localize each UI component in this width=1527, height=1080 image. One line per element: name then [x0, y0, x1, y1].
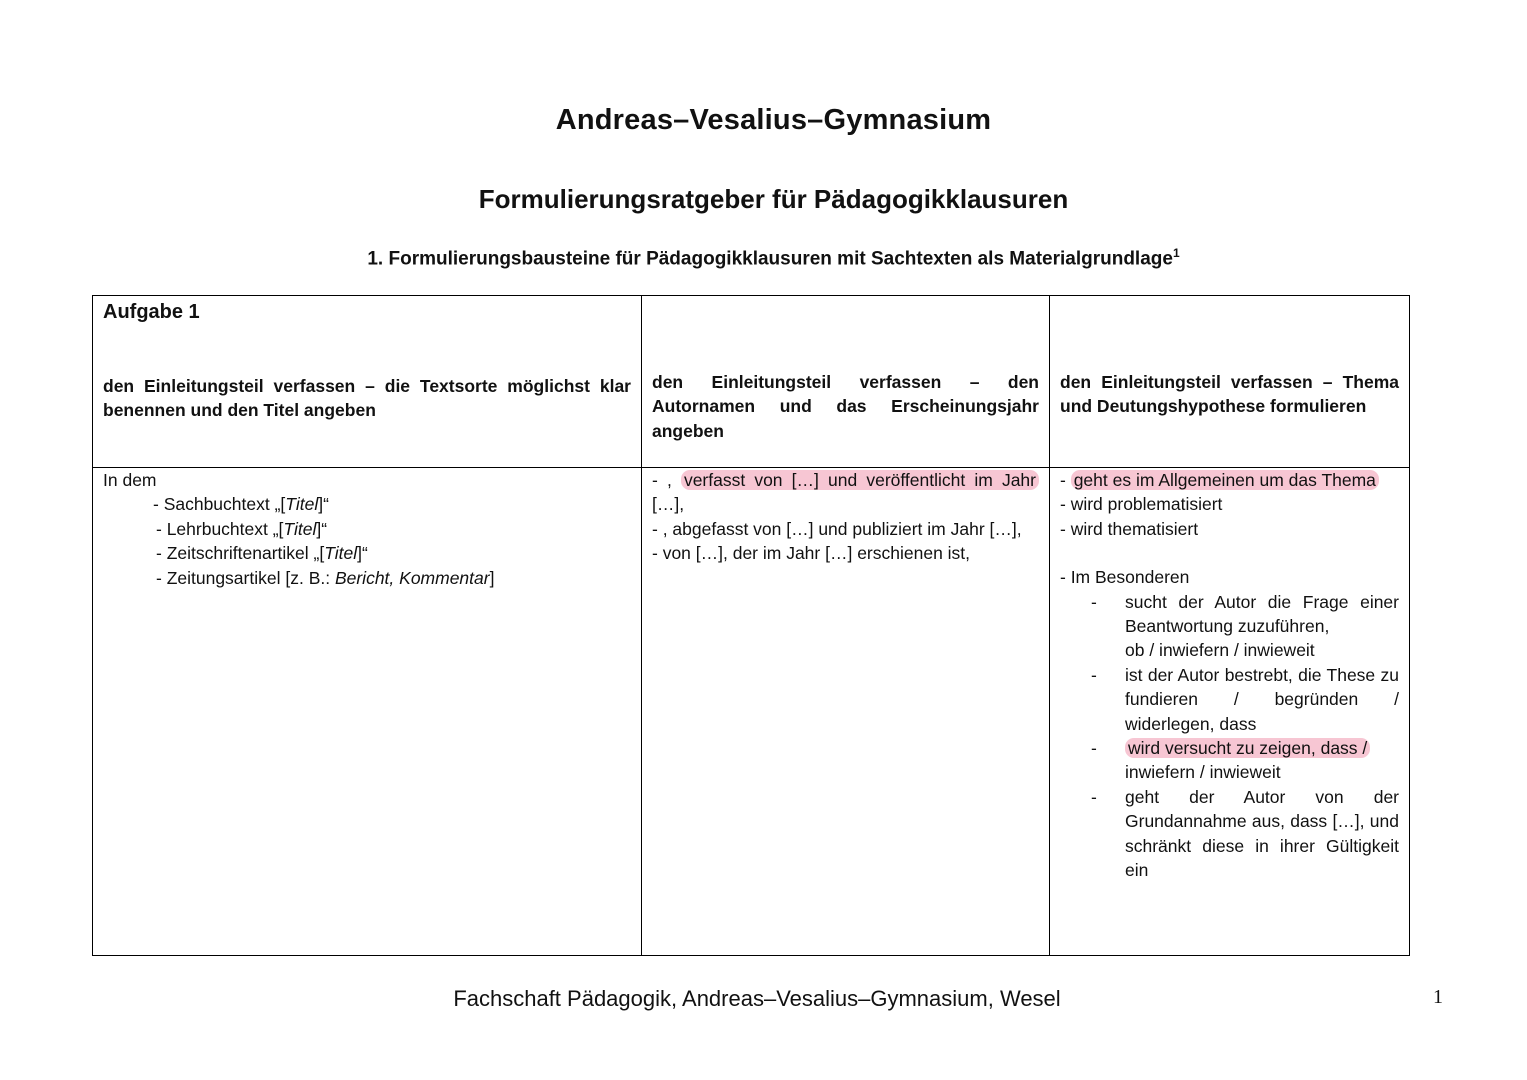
- school-name: Andreas–Vesalius–Gymnasium: [555, 104, 992, 136]
- col3-line-4: - Im Besonderen: [1060, 567, 1190, 588]
- list-item: - Lehrbuchtext „[Titel]“: [156, 518, 328, 539]
- task-label: Aufgabe 1: [103, 301, 200, 323]
- highlight-marker: verfasst von […] und veröffentlicht im Jahr: [681, 470, 1039, 490]
- list-item: - Zeitschriftenartikel „[Titel]“: [156, 543, 368, 564]
- phrase-table: [92, 295, 1410, 956]
- table-body-row: [93, 468, 1410, 956]
- body-cell-1: [93, 468, 642, 956]
- list-item: - Sachbuchtext „[Titel]“: [153, 494, 329, 515]
- header-cell-1: [93, 296, 642, 468]
- col2-line-1: - , verfasst von […] und veröffentlicht im Jahr: [652, 468, 1039, 492]
- table-header-row: [93, 296, 1410, 468]
- highlight-marker: geht es im Allgemeinen um das Thema: [1071, 470, 1379, 490]
- body-cell-2: [642, 468, 1050, 956]
- bullet-item-3: - wird versucht zu zeigen, dass / inwiefern / inwieweit: [1060, 736, 1399, 785]
- section-heading-text: 1. Formulierungsbausteine für Pädagogikklausuren mit Sachtexten als Materialgrundlage: [367, 248, 1173, 270]
- col2-line-4: - von […], der im Jahr […] erschienen ist,: [652, 543, 971, 564]
- page-title: Formulierungsratgeber für Pädagogikklausuren: [478, 184, 1069, 214]
- list-item: - Zeitungsartikel [z. B.: Bericht, Kommentar]: [156, 567, 495, 588]
- col1-intro: In dem: [103, 470, 157, 490]
- body-cell-3: [1050, 468, 1410, 956]
- col2-line-2: […],: [652, 494, 685, 515]
- col3-line-3: - wird thematisiert: [1060, 518, 1199, 539]
- header-cell-2: [642, 296, 1050, 468]
- footer-text: Fachschaft Pädagogik, Andreas–Vesalius–Gymnasium, Wesel: [453, 986, 1061, 1011]
- col3-line-1: - geht es im Allgemeinen um das Thema: [1060, 468, 1399, 492]
- bullet-item-1: - sucht der Autor die Frage einer Beantwortung zuzuführen, ob / inwiefern / inwieweit: [1091, 591, 1399, 661]
- page-number: 1: [1433, 986, 1443, 1008]
- bullet-item-2: - ist der Autor bestrebt, die These zu fundieren / begründen / widerlegen, dass: [1091, 664, 1399, 734]
- section-heading: [0, 246, 1527, 270]
- col3-line-2: - wird problematisiert: [1060, 494, 1223, 515]
- footnote-marker: 1: [1172, 246, 1180, 260]
- column-heading-1: den Einleitungsteil verfassen – die Textsorte möglichst klar benennen und den Titel angeben: [103, 376, 631, 421]
- column-heading-2: den Einleitungsteil verfassen – den Autornamen und das Erscheinungsjahr angeben: [652, 372, 1039, 441]
- header-cell-3: [1050, 296, 1410, 468]
- highlight-marker: wird versucht zu zeigen, dass /: [1125, 738, 1370, 758]
- bullet-item-4: - geht der Autor von der Grundannahme aus, dass […], und schränkt diese in ihrer Gültigkeit ein: [1091, 786, 1399, 881]
- column-heading-3: den Einleitungsteil verfassen – Thema und Deutungshypothese formulieren: [1060, 372, 1399, 417]
- col2-line-3: - , abgefasst von […] und publiziert im Jahr […],: [652, 518, 1022, 539]
